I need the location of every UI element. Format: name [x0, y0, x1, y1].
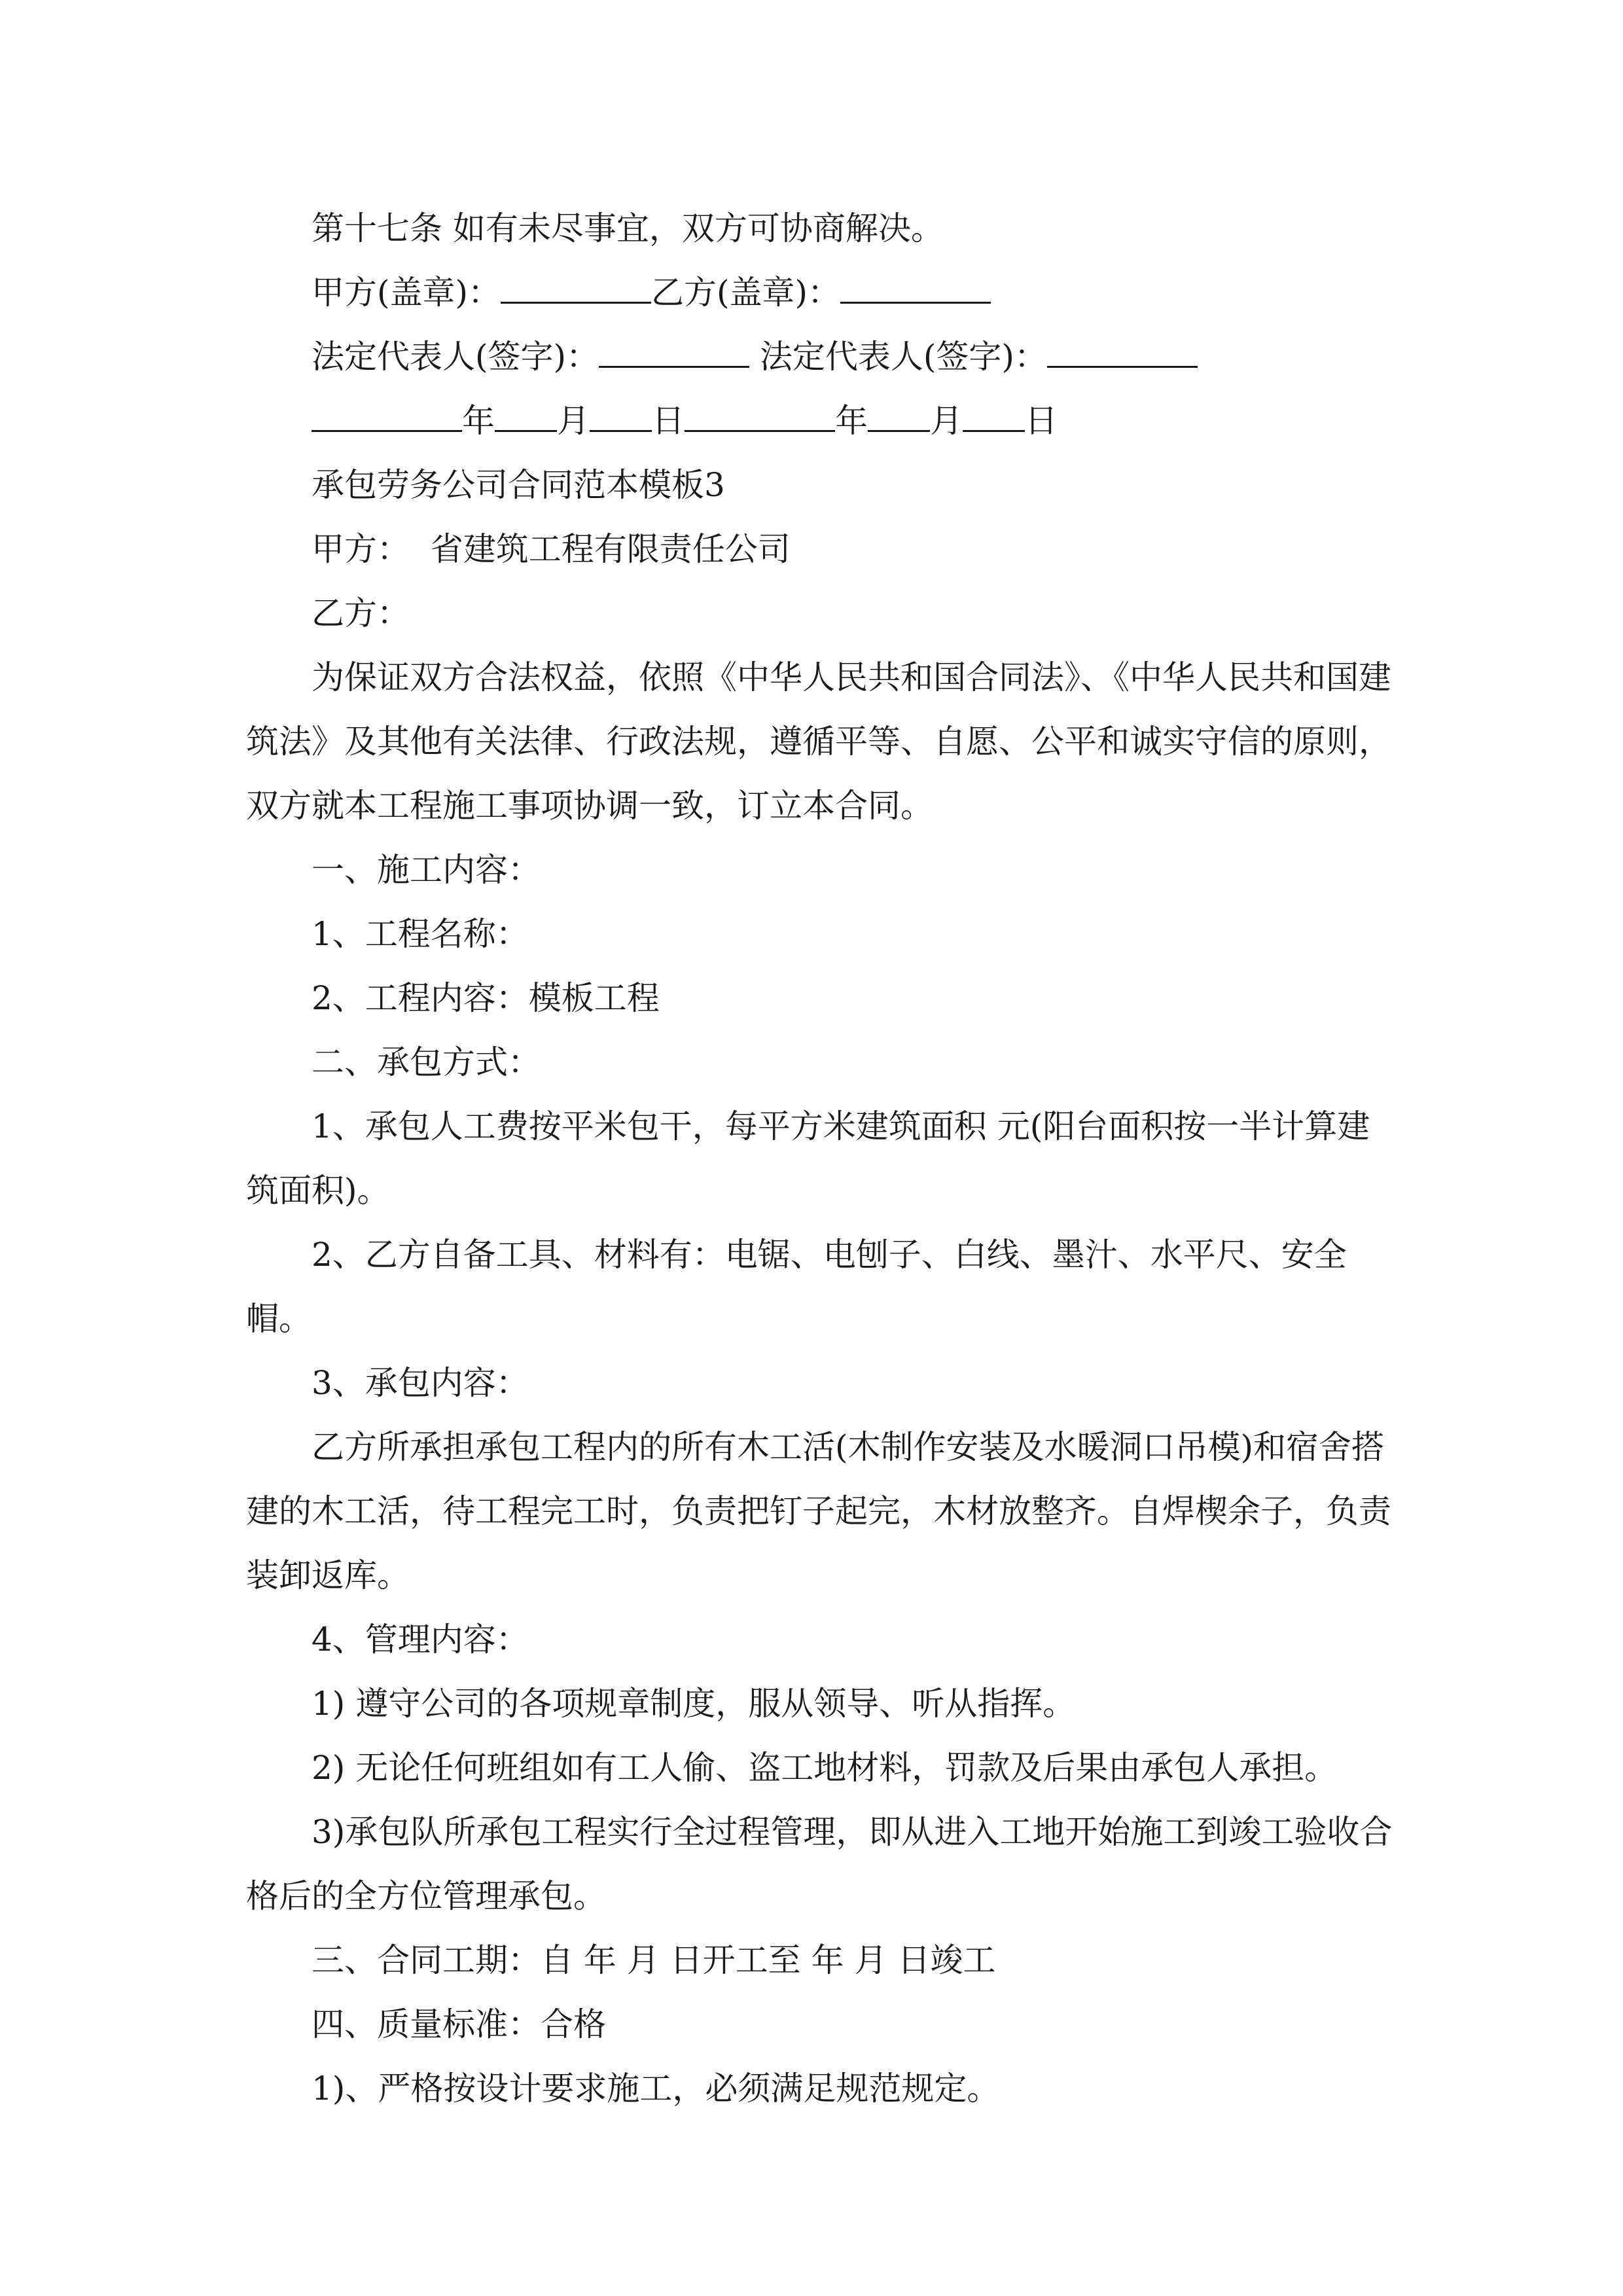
day-a: 日	[652, 402, 685, 440]
day-b: 日	[1025, 402, 1058, 440]
section-2-item-2: 2、乙方自备工具、材料有：电锯、电刨子、白线、墨汁、水平尺、安全帽。	[246, 1236, 1347, 1338]
year-b: 年	[835, 402, 868, 440]
article-17: 第十七条 如有未尽事宜，双方可协商解决。	[312, 209, 944, 247]
day-b-blank	[963, 397, 1025, 432]
date-b-blank	[685, 397, 835, 432]
management-item-1: 1) 遵守公司的各项规章制度，服从领导、听从指挥。	[312, 1685, 1076, 1723]
party-a: 甲方： 省建筑工程有限责任公司	[312, 530, 791, 568]
party-b-seal-blank	[840, 269, 991, 304]
management-item-3: 3)承包队所承包工程实行全过程管理，即从进入工地开始施工到竣工验收合格后的全方位管理承包。	[246, 1813, 1393, 1915]
section-4-item-1: 1)、严格按设计要求施工，必须满足规范规定。	[312, 2070, 1000, 2108]
month-b: 月	[930, 402, 963, 440]
month-a: 月	[557, 402, 590, 440]
month-b-blank	[868, 397, 930, 432]
party-b: 乙方：	[312, 594, 410, 632]
preamble: 为保证双方合法权益，依照《中华人民共和国合同法》、《中华人民共和国建筑法》及其他有关法律、行政法规，遵循平等、自愿、公平和诚实守信的原则，双方就本工程施工事项协调一致，订立本合同。	[246, 658, 1391, 825]
section-3: 三、合同工期：自 年 月 日开工至 年 月 日竣工	[312, 1941, 996, 1979]
month-a-blank	[495, 397, 557, 432]
date-a-blank	[312, 397, 462, 432]
section-1-item-2: 2、工程内容：模板工程	[312, 979, 660, 1017]
year-a: 年	[462, 402, 495, 440]
legal-rep-line	[246, 325, 1398, 389]
legal-rep-b-label: 法定代表人(签字)：	[759, 338, 1047, 376]
contract-title: 承包劳务公司合同范本模板3	[312, 466, 725, 504]
section-2-item-1: 1、承包人工费按平米包干，每平方米建筑面积 元(阳台面积按一半计算建筑面积)。	[246, 1107, 1370, 1210]
legal-rep-a-label: 法定代表人(签字)：	[312, 338, 599, 376]
party-b-seal-label: 乙方(盖章)：	[651, 274, 841, 312]
legal-rep-a-blank	[599, 333, 749, 368]
section-4: 四、质量标准：合格	[312, 2005, 606, 2043]
seal-line	[246, 260, 1398, 325]
section-2-item-3: 3、承包内容：	[312, 1364, 529, 1402]
section-2-item-3-text: 乙方所承担承包工程内的所有木工活(木制作安装及水暖洞口吊模)和宿舍搭建的木工活，待工程完工时，负责把钉子起完，木材放整齐。自焊楔余子，负责装卸返库。	[246, 1428, 1391, 1594]
party-a-seal-label: 甲方(盖章)：	[312, 274, 501, 312]
management-item-2: 2) 无论任何班组如有工人偷、盗工地材料，罚款及后果由承包人承担。	[312, 1749, 1338, 1787]
document-body	[246, 196, 1398, 2121]
legal-rep-b-blank	[1047, 333, 1198, 368]
section-2-title: 二、承包方式：	[312, 1043, 541, 1081]
day-a-blank	[590, 397, 652, 432]
section-1-title: 一、施工内容：	[312, 851, 541, 889]
section-1-item-1: 1、工程名称：	[312, 915, 529, 953]
party-a-seal-blank	[501, 269, 651, 304]
section-2-item-4: 4、管理内容：	[312, 1621, 529, 1659]
date-line	[246, 389, 1398, 453]
